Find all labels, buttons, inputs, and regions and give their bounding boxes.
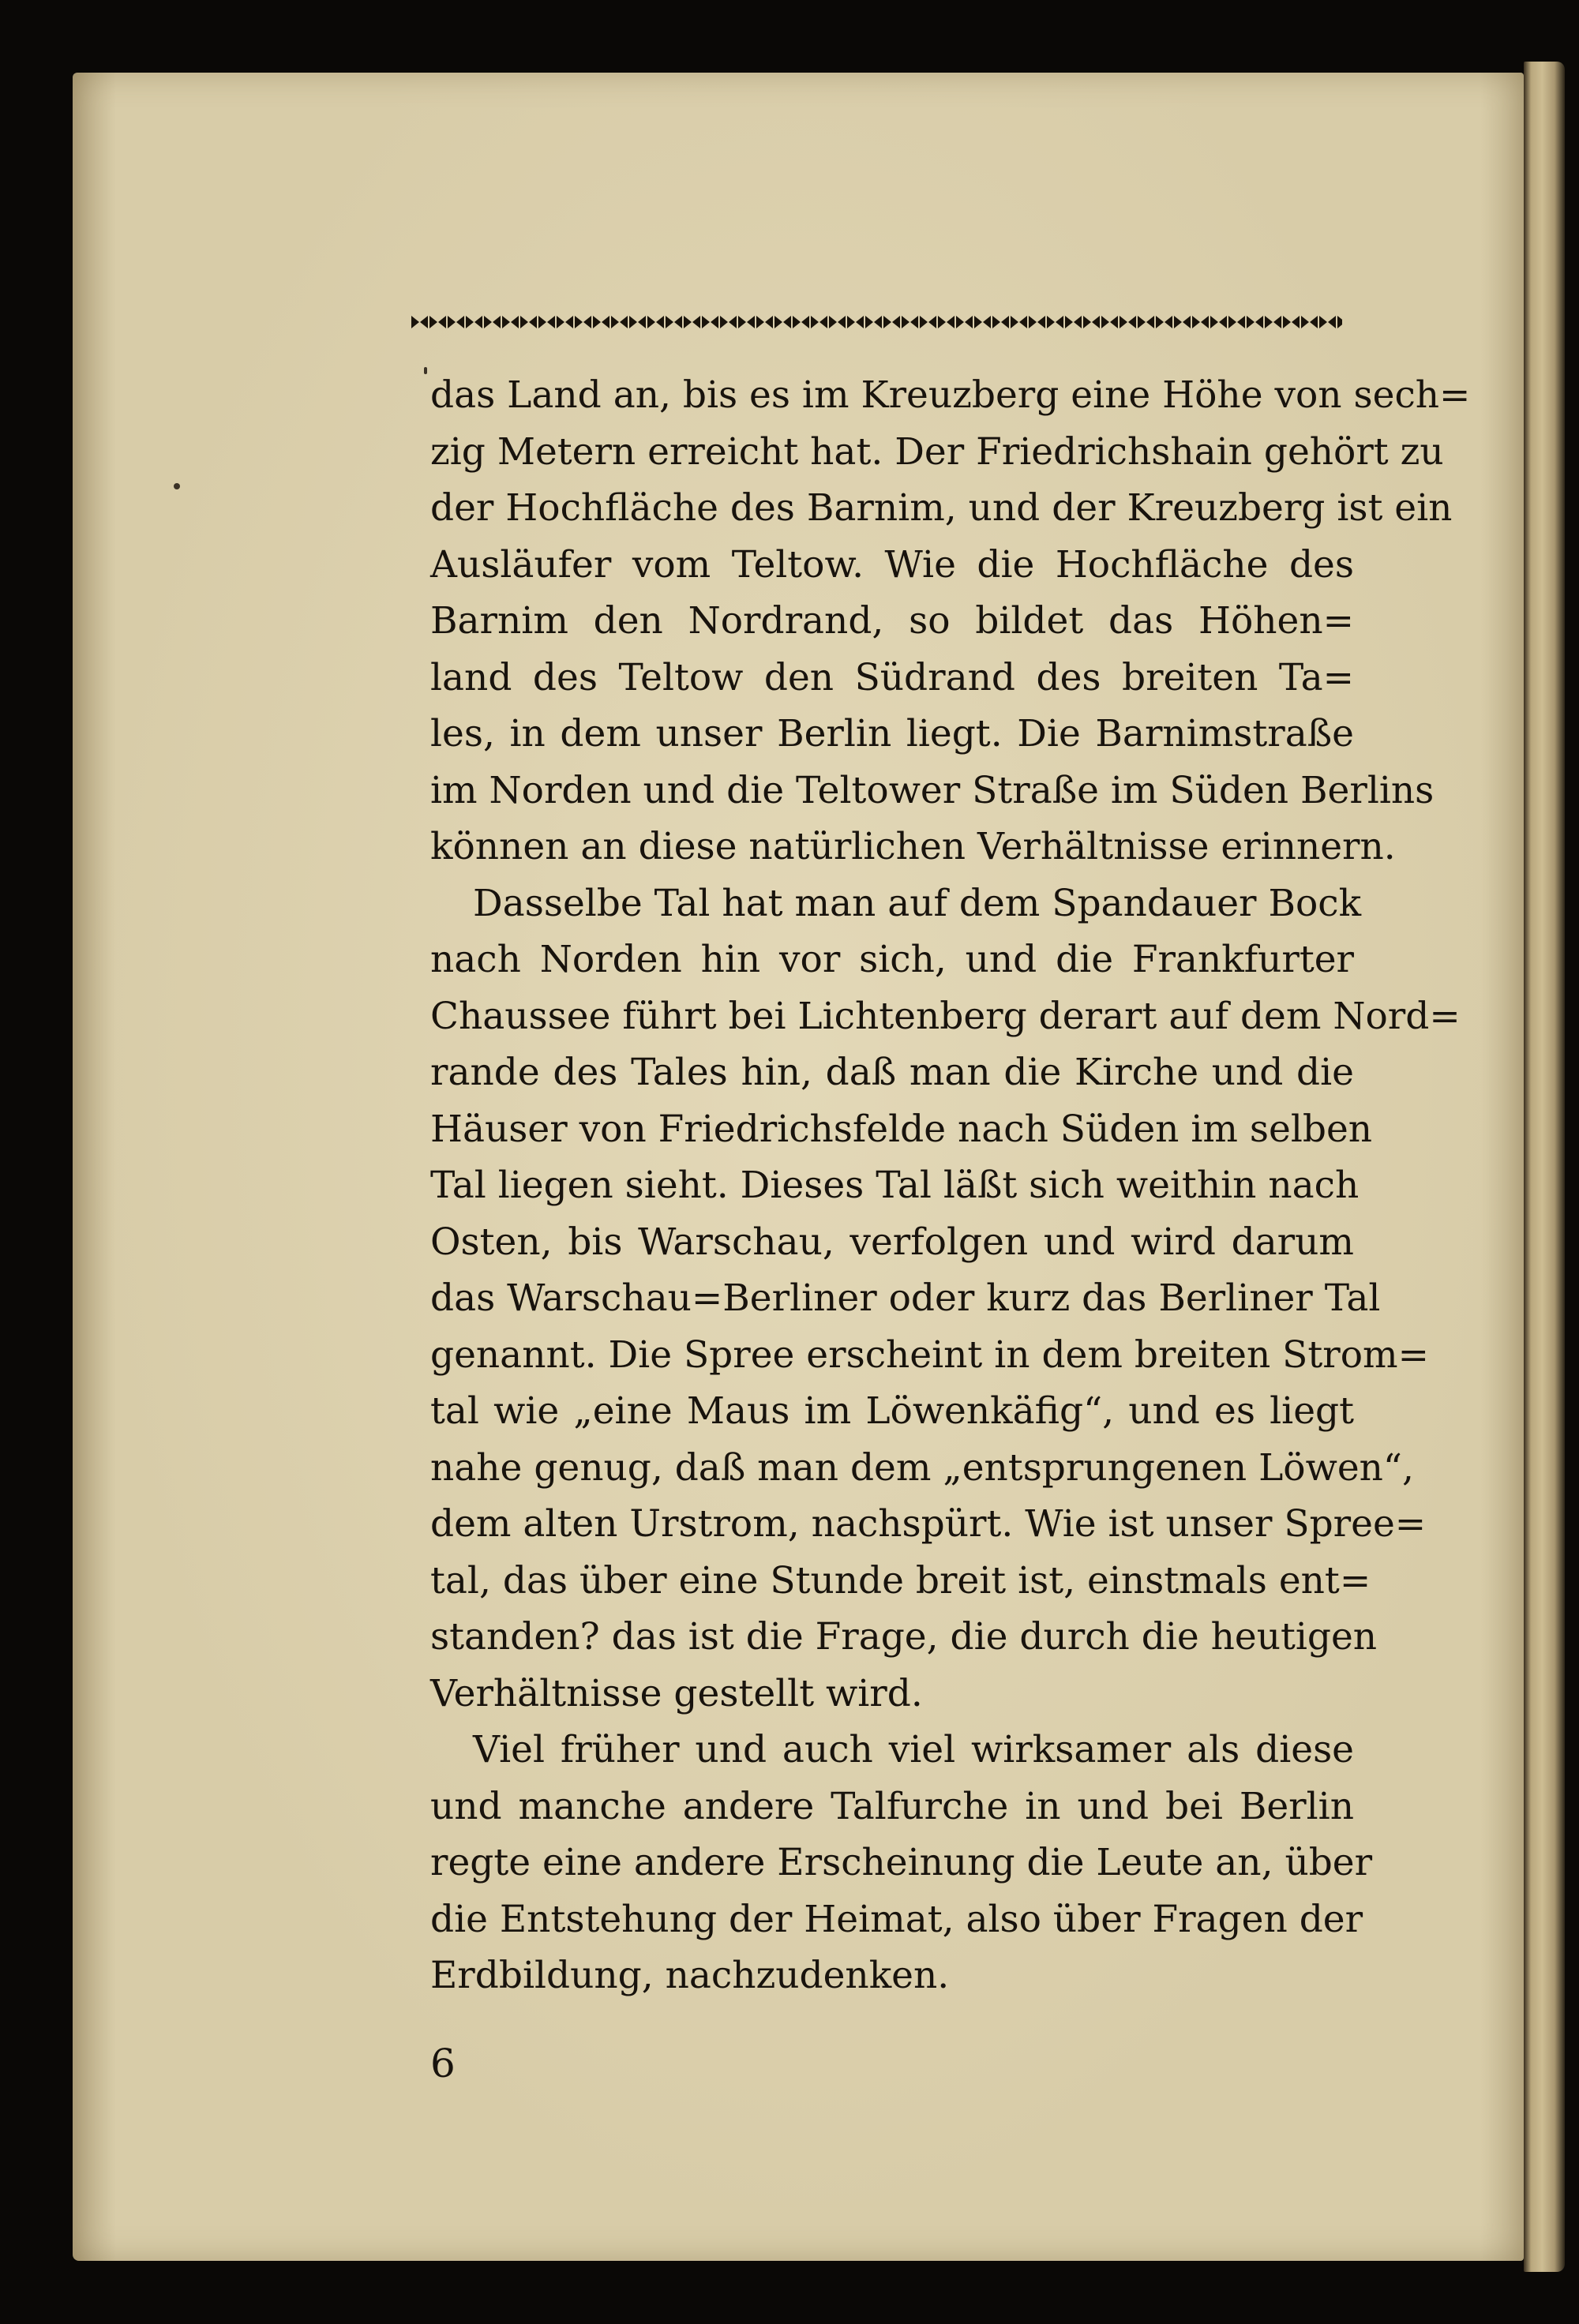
paper-speck bbox=[424, 367, 427, 374]
paragraph-2 bbox=[430, 875, 1461, 1722]
text-line: nach Norden hin vor sich, und die Frankfurter bbox=[430, 938, 1354, 981]
text-line: tal, das über eine Stunde breit ist, einstmals ent= bbox=[430, 1558, 1371, 1602]
text-line: Dasselbe Tal hat man auf dem Spandauer Bock bbox=[473, 881, 1362, 925]
text-line: standen? das ist die Frage, die durch die heutigen bbox=[430, 1615, 1378, 1659]
ornament-band-graphic bbox=[411, 313, 1342, 331]
text-line: der Hochfläche des Barnim, und der Kreuzberg ist ein bbox=[430, 486, 1453, 530]
text-line: Ausläufer vom Teltow. Wie die Hochfläche des bbox=[430, 542, 1354, 587]
header-ornament-rule bbox=[411, 313, 1342, 331]
body-text bbox=[430, 367, 1471, 2004]
text-line: Verhältnisse gestellt wird. bbox=[430, 1671, 923, 1715]
text-line: Barnim den Nordrand, so bildet das Höhen= bbox=[430, 599, 1354, 643]
text-line: rande des Tales hin, daß man die Kirche und die bbox=[430, 1051, 1354, 1094]
text-line: tal wie „eine Maus im Löwenkäfig“, und es liegt bbox=[430, 1389, 1354, 1433]
text-line: Erdbildung, nachzudenken. bbox=[430, 1954, 950, 1997]
text-line: Chaussee führt bei Lichtenberg derart auf dem Nord= bbox=[430, 994, 1461, 1038]
paragraph-1 bbox=[430, 367, 1471, 875]
text-line: dem alten Urstrom, nachspürt. Wie ist unser Spree= bbox=[430, 1502, 1427, 1546]
paper-speck bbox=[174, 483, 180, 489]
next-page-edge bbox=[1524, 62, 1565, 2272]
text-line: das Warschau=Berliner oder kurz das Berliner Tal bbox=[430, 1276, 1381, 1320]
text-line: und manche andere Talfurche in und bei Berlin bbox=[430, 1784, 1354, 1828]
text-line: die Entstehung der Heimat, also über Fragen der bbox=[430, 1897, 1363, 1941]
text-line: les, in dem unser Berlin liegt. Die Barnimstraße bbox=[430, 712, 1354, 755]
text-line: nahe genug, daß man dem „entsprungenen Löwen“, bbox=[430, 1445, 1414, 1490]
text-line: Viel früher und auch viel wirksamer als diese bbox=[473, 1728, 1354, 1771]
text-line: genannt. Die Spree erscheint in dem breiten Strom= bbox=[430, 1333, 1429, 1377]
text-line: zig Metern erreicht hat. Der Friedrichshain gehört zu bbox=[430, 429, 1444, 474]
text-line: Osten, bis Warschau, verfolgen und wird darum bbox=[430, 1220, 1354, 1264]
text-line: Tal liegen sieht. Dieses Tal läßt sich weithin nach bbox=[430, 1164, 1360, 1207]
text-line: land des Teltow den Südrand des breiten Ta= bbox=[430, 655, 1354, 699]
paragraph-3 bbox=[430, 1722, 1373, 2004]
text-line: das Land an, bis es im Kreuzberg eine Höhe von sech= bbox=[430, 373, 1471, 417]
text-line: Häuser von Friedrichsfelde nach Süden im selben bbox=[430, 1107, 1373, 1151]
text-line: regte eine andere Erscheinung die Leute an, über bbox=[430, 1841, 1373, 1884]
page-number: 6 bbox=[430, 2041, 456, 2086]
text-line: können an diese natürlichen Verhältnisse erinnern. bbox=[430, 825, 1396, 868]
text-line: im Norden und die Teltower Straße im Süden Berlins bbox=[430, 768, 1435, 812]
